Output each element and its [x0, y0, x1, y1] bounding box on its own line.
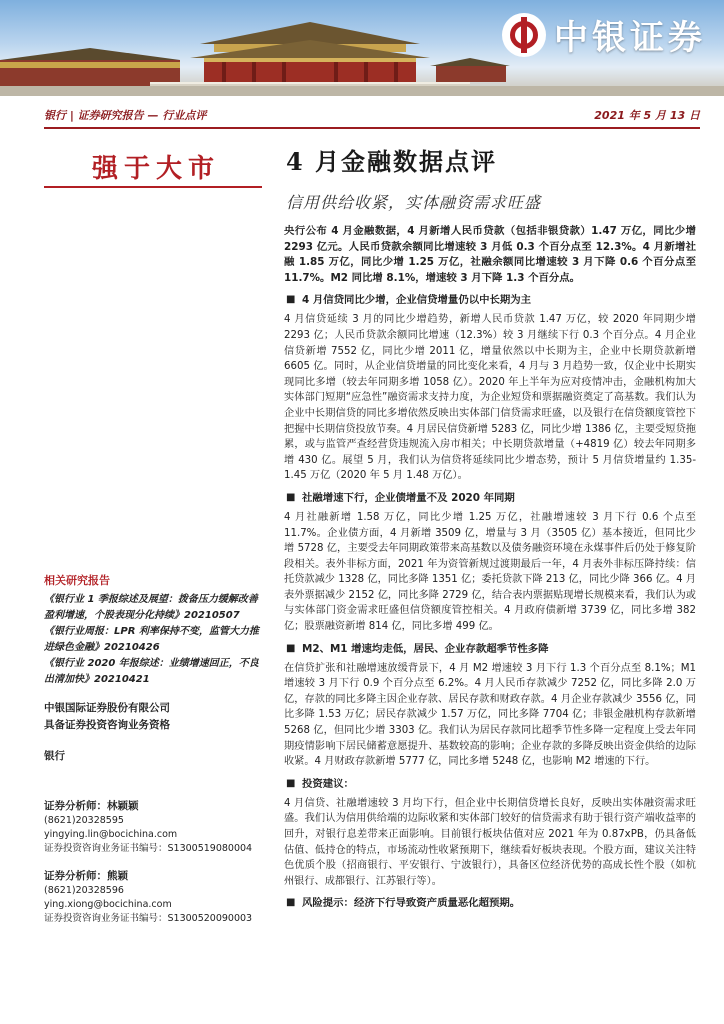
company-name: 中银国际证券股份有限公司 [44, 702, 170, 714]
section-heading: ■ 4 月信贷同比少增，企业信贷增量仍以中长期为主 [284, 292, 696, 308]
brand-name: 中银证券 [554, 18, 706, 58]
analyst-name: 证券分析师：熊颖 [44, 870, 128, 882]
summary-paragraph: 央行公布 4 月金融数据，4 月新增人民币贷款（包括非银贷款）1.47 万亿，同比少增 2293 亿元。人民币贷款余额同比增速较 3 月低 0.3 个百分点至 12.3%。4 月新增社融 1.85 万亿，同比少增 1.25 万亿，社融余额同比增速较 3 月下降 0.6 个百分点至 11.7%。M2 同比增 8.1%，增速较 3 月下降 1.3 个百分点。 [284, 225, 696, 284]
section-paragraph: 在信贷扩张和社融增速放缓背景下，4 月 M2 增速较 3 月下行 1.3 个百分点至 8.1%；M1 增速较 3 月下行 0.9 个百分点至 6.2%。4 月人民币存款减少 7252 亿，同比多降 2.0 万亿，存款的同比多降主因企业存款、居民存款和财政存款。4 月企业存款减少 3556 亿，同比多降 1.53 万亿；居民存款减少 1.57 万亿，同比多降 7704 亿；非银金融机构存款新增 5268 亿，但同比少增 3303 亿。我们认为居民存款同比超季节性多降一定程度上受去年同期疫情影响下居民储蓄意愿提升、基数较高的影响；企业存款的多降反映出资金供给的边际收紧。4 月财政存款新增 5777 亿，同比多增 5248 亿，也影响 M2 增速的下行。 [284, 662, 696, 768]
header-banner [0, 0, 724, 96]
analyst-cert: 证券投资咨询业务证书编号：S1300520090003 [44, 913, 253, 924]
analyst-phone: (8621)20328596 [44, 885, 124, 896]
related-report-link[interactable]: 《银行业 1 季报综述及展望：拨备压力缓解改善盈利增速，个股表现分化持续》20210507 [44, 594, 258, 621]
section-paragraph: 4 月信贷延续 3 月的同比少增趋势，新增人民币贷款 1.47 万亿，较 2020 年同期少增 2293 亿；人民币贷款余额同比增速（12.3%）较 3 月继续下行 0.3 个百分点。4 月企业信贷新增 7552 亿，同比少增 2011 亿，增量依然以中长期为主，企业中长期贷款新增 6605 亿。同时，从企业信贷增量的同比变化来看，4 月与 3 月趋势一致，仅企业中长期实现同比多增（较去年同期多增 1058 亿）。2020 年上半年为应对疫情冲击，金融机构加大实体部门短期“应急性”融资需求支持力度，为企业短贷和票据融资奠定了高基数。我们认为企业中长期信贷的同比多增依然反映出实体部门信贷需求旺盛，以及银行在信贷额度管控下把握中长期信贷投放节奏。4 月居民信贷新增 5283 亿，同比少增 1386 亿，主要受短贷拖累，或与监管严查经营贷违规流入房市相关；中长期贷款增量（+4819 亿）较去年同期多增 430 亿。展望 5 月，我们认为信贷将延续同比少增态势，预计 5 月信贷增量约 1.35-1.45 万亿（2020 年 5 月 1.48 万亿）。 [284, 314, 696, 482]
analyst-card [44, 798, 262, 856]
report-title: 4 月金融数据点评 [286, 147, 498, 176]
section-heading: ■ 社融增速下行，企业债增量不及 2020 年同期 [284, 490, 696, 506]
sector-label: 银行 [44, 750, 65, 762]
rating-label: 强于大市 [44, 142, 262, 188]
related-report-link[interactable]: 《银行业 2020 年报综述：业绩增速回正，不良出清加快》20210421 [44, 658, 259, 685]
analyst-card [44, 868, 262, 926]
related-reports-title: 相关研究报告 [44, 574, 110, 587]
risk-warning: ■ 风险提示：经济下行导致资产质量恶化超预期。 [284, 895, 696, 911]
analyst-email[interactable]: ying.xiong@bocichina.com [44, 899, 172, 910]
analyst-phone: (8621)20328595 [44, 815, 124, 826]
report-meta-row [44, 104, 700, 126]
breadcrumb: 银行 | 证券研究报告 — 行业点评 [44, 109, 207, 122]
related-reports [44, 572, 262, 688]
related-report-link[interactable]: 《银行业周报：LPR 利率保持不变，监管大力推进绿色金融》20210426 [44, 626, 259, 653]
analyst-name: 证券分析师：林颖颖 [44, 800, 139, 812]
section-paragraph: 4 月社融新增 1.58 万亿，同比少增 1.25 万亿，社融增速较 3 月下行 0.6 个点至 11.7%。企业债方面，4 月新增 3509 亿，增量与 3 月（3505 亿）基本接近，但同比少增 5728 亿，主要受去年同期政策带来高基数以及债务融资环境在永煤事件后仍处于修复阶段相关。表外非标方面，2021 年为资管新规过渡期最后一年，4 月表外非标压降持续：信托贷款减少 1328 亿，同比多降 1351 亿；委托贷款下降 213 亿，同比少降 366 亿。4 月表外票据减少 2152 亿，同比多降 2729 亿，结合表内票据贴现增长规模来看，我们认为或与实体部门资金需求旺盛但信贷额度管控相关。4 月政府债新增 3739 亿，同比多增 382 亿；股票融资新增 814 亿，同比多增 499 亿。 [284, 511, 696, 633]
section-heading: ■ M2、M1 增速均走低，居民、企业存款超季节性多降 [284, 641, 696, 657]
section-heading: ■ 投资建议： [284, 776, 696, 792]
report-body [284, 224, 696, 915]
brand-logo [502, 10, 706, 59]
analyst-cert: 证券投资咨询业务证书编号：S1300519080004 [44, 843, 253, 854]
section-paragraph: 4 月信贷、社融增速较 3 月均下行，但企业中长期信贷增长良好，反映出实体融资需求旺盛。我们认为信用供给端的边际收紧和实体部门较好的信贷需求有助于银行资产端收益率的回升，对银行息差带来正面影响。目前银行板块估值对应 2021 年为 0.87xPB，仍具备低估值、低持仓的特点，市场流动性收紧预期下，继续看好板块表现。个股方面，建议关注特色优质个股（招商银行、平安银行、宁波银行），具备区位经济优势的高成长性个股（如杭州银行、成都银行、江苏银行等）。 [284, 797, 696, 887]
header-divider [44, 127, 700, 129]
report-date: 2021 年 5 月 13 日 [594, 109, 700, 122]
boc-logo-icon [502, 13, 546, 57]
analyst-email[interactable]: yingying.lin@bocichina.com [44, 829, 178, 840]
company-info [44, 700, 262, 734]
report-subtitle: 信用供给收紧，实体融资需求旺盛 [286, 193, 542, 212]
company-qualification: 具备证券投资咨询业务资格 [44, 719, 170, 731]
